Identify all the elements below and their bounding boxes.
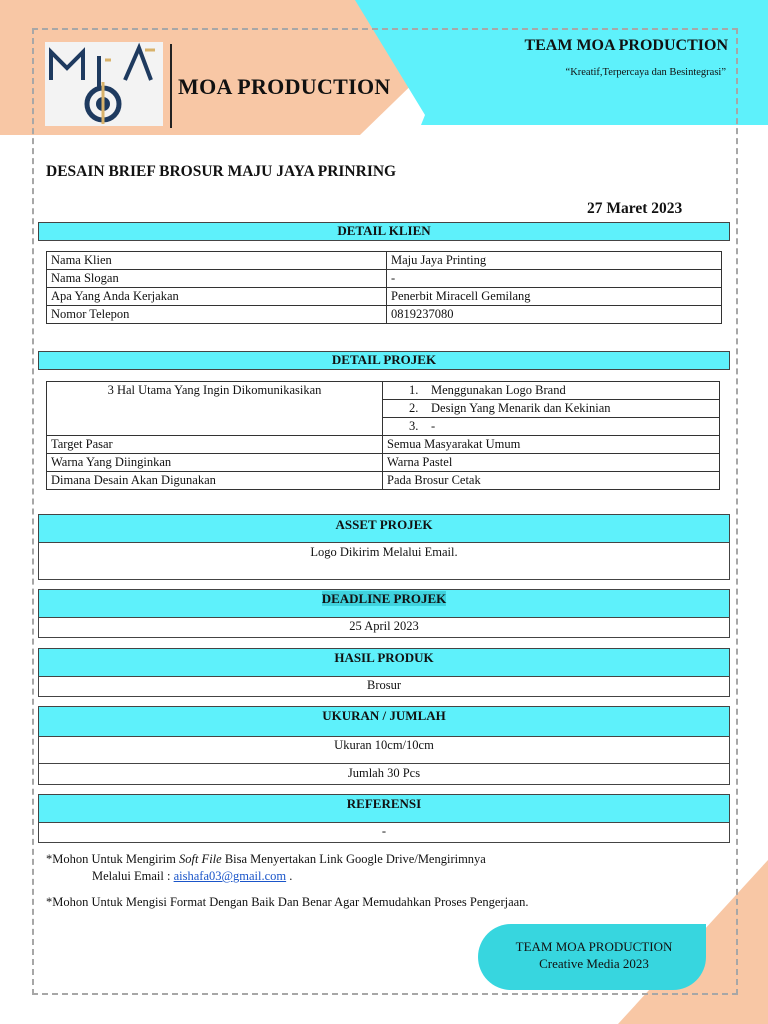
klien-value: Penerbit Miracell Gemilang (387, 288, 722, 306)
team-title: TEAM MOA PRODUCTION (524, 37, 728, 54)
company-logo (45, 42, 163, 126)
table-row (47, 382, 720, 436)
main-message-list (383, 382, 719, 435)
hasil-produk-heading: HASIL PRODUK (38, 648, 730, 677)
table-row (47, 270, 722, 288)
ukuran-value: Ukuran 10cm/10cm (38, 736, 730, 764)
note-soft-file: *Mohon Untuk Mengirim Soft File Bisa Menyertakan Link Google Drive/Mengirimnya (46, 852, 486, 866)
email-link[interactable]: aishafa03@gmail.com (173, 869, 287, 883)
detail-projek-table (46, 381, 720, 490)
footer-line-1: TEAM MOA PRODUCTION (515, 939, 673, 954)
table-row (47, 306, 722, 324)
company-name: MOA PRODUCTION (178, 74, 391, 99)
logo-divider (170, 44, 172, 128)
klien-label: Nomor Telepon (47, 306, 387, 324)
soft-file-text: Soft File (178, 852, 222, 866)
table-row (47, 472, 720, 490)
detail-klien-table (46, 251, 722, 324)
klien-value: Maju Jaya Printing (387, 252, 722, 270)
table-row (47, 288, 722, 306)
ukuran-jumlah-heading: UKURAN / JUMLAH (38, 706, 730, 737)
projek-label: Warna Yang Diinginkan (47, 454, 383, 472)
klien-label: Nama Klien (47, 252, 387, 270)
asset-projek-value: Logo Dikirim Melalui Email. (38, 542, 730, 580)
detail-projek-heading: DETAIL PROJEK (38, 351, 730, 370)
note-email-line: Melalui Email : aishafa03@gmail.com . (92, 869, 293, 883)
klien-label: Apa Yang Anda Kerjakan (47, 288, 387, 306)
list-item: 3. - (409, 419, 436, 433)
projek-value: Semua Masyarakat Umum (383, 436, 720, 454)
referensi-value: - (38, 822, 730, 843)
footer-team (478, 938, 710, 972)
deadline-projek-heading (38, 589, 730, 618)
table-row (47, 454, 720, 472)
referensi-heading: REFERENSI (38, 794, 730, 823)
document-date: 27 Maret 2023 (587, 200, 683, 217)
projek-value: Warna Pastel (383, 454, 720, 472)
klien-value: - (387, 270, 722, 288)
table-row (47, 436, 720, 454)
main-message-list-cell (383, 382, 720, 436)
table-row (47, 252, 722, 270)
list-item: 2. Design Yang Menarik dan Kekinian (383, 400, 719, 418)
note-format: *Mohon Untuk Mengisi Format Dengan Baik Dan Benar Agar Memudahkan Proses Pengerjaan. (46, 895, 529, 909)
tagline: “Kreatif,Terpercaya dan Besintegrasi” (565, 67, 726, 78)
projek-label: Dimana Desain Akan Digunakan (47, 472, 383, 490)
projek-label: Target Pasar (47, 436, 383, 454)
deadline-projek-value: 25 April 2023 (38, 617, 730, 638)
document-title: DESAIN BRIEF BROSUR MAJU JAYA PRINRING (46, 163, 397, 180)
projek-value: Pada Brosur Cetak (383, 472, 720, 490)
list-item: 1. Menggunakan Logo Brand (383, 382, 719, 400)
moa-logo-icon (45, 42, 163, 126)
klien-value: 0819237080 (387, 306, 722, 324)
footer-line-2: Creative Media 2023 (539, 956, 649, 971)
asset-projek-heading: ASSET PROJEK (38, 514, 730, 543)
deadline-heading-label: DEADLINE PROJEK (321, 591, 447, 606)
jumlah-value: Jumlah 30 Pcs (38, 763, 730, 785)
hasil-produk-value: Brosur (38, 676, 730, 697)
klien-label: Nama Slogan (47, 270, 387, 288)
detail-klien-heading: DETAIL KLIEN (38, 222, 730, 241)
main-message-label: 3 Hal Utama Yang Ingin Dikomunikasikan (47, 382, 383, 436)
